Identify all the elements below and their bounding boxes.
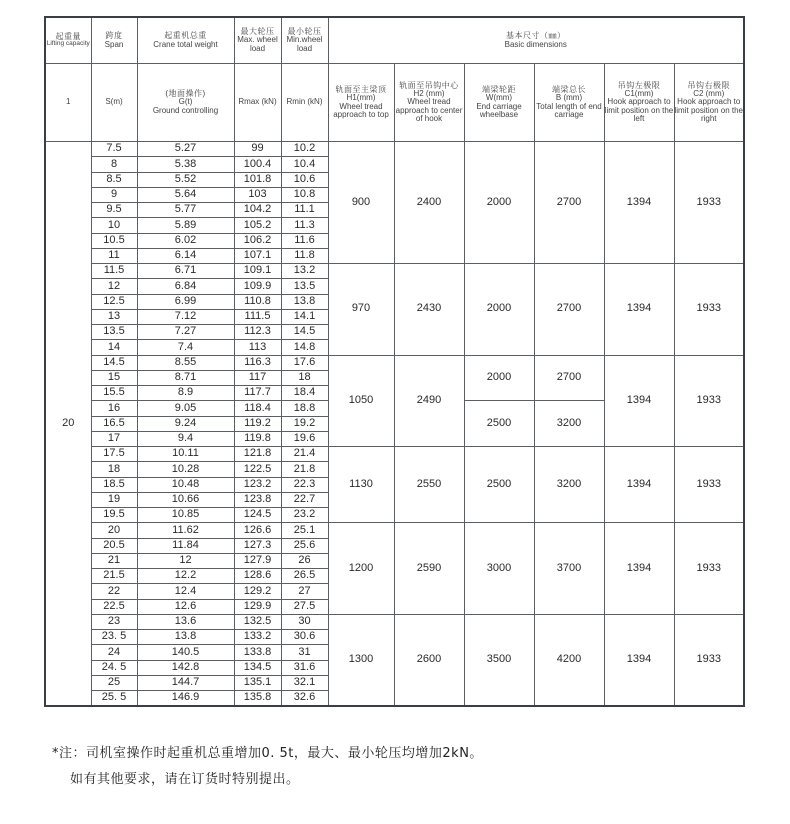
cell-weight: 6.71 [137,264,234,279]
cell-rmax: 119.2 [234,416,281,431]
cell-weight: 5.64 [137,187,234,202]
cell-rmax: 126.6 [234,523,281,538]
header-crane-weight: 起重机总重 Crane total weight [137,17,234,64]
cell-span: 13 [91,309,137,324]
cell-rmax: 119.8 [234,431,281,446]
cell-rmin: 14.5 [281,325,328,340]
cell-weight: 144.7 [137,675,234,690]
cell-weight: 146.9 [137,691,234,707]
cell-rmax: 116.3 [234,355,281,370]
cell-span: 19.5 [91,508,137,523]
cell-c2: 1933 [674,614,744,706]
cell-rmin: 11.6 [281,233,328,248]
cell-weight: 6.84 [137,279,234,294]
cell-b: 4200 [534,614,604,706]
cell-span: 14.5 [91,355,137,370]
cell-rmin: 22.3 [281,477,328,492]
header-row-2 [45,64,744,142]
cell-c2: 1933 [674,523,744,615]
cell-rmin: 27.5 [281,599,328,614]
cell-weight: 10.28 [137,462,234,477]
lifting-capacity-value: 20 [45,142,91,707]
cell-span: 16 [91,401,137,416]
cell-rmin: 11.8 [281,248,328,263]
cell-weight: 11.84 [137,538,234,553]
table-row [45,614,744,629]
cell-rmax: 127.3 [234,538,281,553]
cell-weight: 12 [137,553,234,568]
cell-span: 8 [91,157,137,172]
cell-rmin: 31.6 [281,660,328,675]
cell-rmin: 14.8 [281,340,328,355]
cell-weight: 7.4 [137,340,234,355]
cell-weight: 7.27 [137,325,234,340]
cell-c1: 1394 [604,264,674,356]
cell-rmin: 26.5 [281,569,328,584]
cell-weight: 10.48 [137,477,234,492]
cell-span: 11.5 [91,264,137,279]
cell-weight: 12.4 [137,584,234,599]
header-c1: 吊钩左极限 C1(mm) Hook approach to limit position on the left [604,64,674,142]
cell-b: 2700 [534,264,604,356]
cell-rmin: 31 [281,645,328,660]
cell-span: 13.5 [91,325,137,340]
cell-span: 9 [91,187,137,202]
cell-h1: 1130 [328,447,394,523]
table-row [45,447,744,462]
cell-span: 9.5 [91,203,137,218]
cell-span: 10 [91,218,137,233]
cell-span: 19 [91,492,137,507]
header-lifting-capacity: 起重量 Lifting capacity [45,17,91,64]
cell-rmax: 133.8 [234,645,281,660]
cell-w: 2000 [464,355,534,401]
cell-b: 2700 [534,355,604,401]
cell-h2: 2490 [394,355,464,447]
cell-rmin: 13.8 [281,294,328,309]
cell-rmax: 134.5 [234,660,281,675]
cell-span: 17.5 [91,447,137,462]
unit-rmax: Rmax (kN) [234,64,281,142]
cell-weight: 12.6 [137,599,234,614]
cell-b: 2700 [534,142,604,264]
cell-h2: 2590 [394,523,464,615]
header-c2: 吊钩右极限 C2 (mm) Hook approach to limit position on the right [674,64,744,142]
cell-span: 7.5 [91,142,137,157]
cell-rmin: 25.1 [281,523,328,538]
cell-rmax: 101.8 [234,172,281,187]
table-row [45,523,744,538]
cell-c1: 1394 [604,447,674,523]
cell-rmax: 128.6 [234,569,281,584]
cell-w: 2000 [464,142,534,264]
cell-rmax: 127.9 [234,553,281,568]
unit-span: S(m) [91,64,137,142]
cell-weight: 8.71 [137,370,234,385]
cell-h2: 2600 [394,614,464,706]
cell-rmin: 32.6 [281,691,328,707]
cell-rmax: 117.7 [234,386,281,401]
cell-span: 20 [91,523,137,538]
header-b: 端梁总长 B (mm) Total length of end carriage [534,64,604,142]
cell-span: 25. 5 [91,691,137,707]
cell-weight: 5.77 [137,203,234,218]
header-w: 端梁轮距 W(mm) End carriage wheelbase [464,64,534,142]
cell-h1: 970 [328,264,394,356]
cell-rmin: 10.8 [281,187,328,202]
cell-span: 14 [91,340,137,355]
cell-rmax: 113 [234,340,281,355]
cell-rmin: 26 [281,553,328,568]
cell-span: 18 [91,462,137,477]
cell-rmin: 30 [281,614,328,629]
cell-span: 16.5 [91,416,137,431]
cell-rmax: 123.8 [234,492,281,507]
cell-span: 10.5 [91,233,137,248]
cell-rmin: 11.1 [281,203,328,218]
cell-h1: 1300 [328,614,394,706]
cell-c2: 1933 [674,264,744,356]
cell-rmax: 112.3 [234,325,281,340]
cell-rmin: 18 [281,370,328,385]
header-span: 跨度 Span [91,17,137,64]
cell-weight: 142.8 [137,660,234,675]
cell-c2: 1933 [674,447,744,523]
cell-rmax: 103 [234,187,281,202]
cell-weight: 12.2 [137,569,234,584]
unit-capacity: 1 [45,64,91,142]
cell-span: 12.5 [91,294,137,309]
cell-span: 23. 5 [91,630,137,645]
crane-spec-table [44,16,745,707]
footnote-line-2: 如有其他要求，请在订货时特别提出。 [70,772,300,787]
cell-rmax: 110.8 [234,294,281,309]
cell-rmin: 22.7 [281,492,328,507]
cell-rmax: 135.8 [234,691,281,707]
footnote [52,742,483,794]
cell-rmin: 27 [281,584,328,599]
cell-c1: 1394 [604,614,674,706]
cell-b: 3700 [534,523,604,615]
cell-weight: 9.05 [137,401,234,416]
cell-rmax: 129.9 [234,599,281,614]
cell-rmax: 104.2 [234,203,281,218]
cell-weight: 10.66 [137,492,234,507]
cell-rmax: 107.1 [234,248,281,263]
cell-weight: 9.24 [137,416,234,431]
cell-b: 3200 [534,401,604,447]
cell-weight: 6.02 [137,233,234,248]
cell-b: 3200 [534,447,604,523]
header-h1: 轨面至主梁顶 H1(mm) Wheel tread approach to top [328,64,394,142]
cell-weight: 5.38 [137,157,234,172]
cell-rmin: 13.2 [281,264,328,279]
cell-span: 8.5 [91,172,137,187]
cell-weight: 11.62 [137,523,234,538]
cell-rmax: 111.5 [234,309,281,324]
cell-span: 18.5 [91,477,137,492]
cell-weight: 5.52 [137,172,234,187]
cell-rmin: 21.4 [281,447,328,462]
table-row [45,142,744,157]
cell-c2: 1933 [674,142,744,264]
cell-w: 3000 [464,523,534,615]
cell-weight: 140.5 [137,645,234,660]
cell-rmax: 117 [234,370,281,385]
cell-weight: 5.27 [137,142,234,157]
cell-rmax: 109.1 [234,264,281,279]
cell-c1: 1394 [604,355,674,447]
cell-span: 24 [91,645,137,660]
cell-h1: 1050 [328,355,394,447]
cell-h2: 2430 [394,264,464,356]
cell-span: 12 [91,279,137,294]
cell-weight: 7.12 [137,309,234,324]
header-basic-dimensions: 基本尺寸（㎜） Basic dimensions [328,17,744,64]
header-min-wheel-load: 最小轮压 Min.wheel load [281,17,328,64]
cell-rmax: 123.2 [234,477,281,492]
cell-rmax: 124.5 [234,508,281,523]
cell-span: 23 [91,614,137,629]
cell-span: 22 [91,584,137,599]
cell-weight: 13.8 [137,630,234,645]
cell-h1: 900 [328,142,394,264]
cell-span: 17 [91,431,137,446]
cell-rmax: 129.2 [234,584,281,599]
cell-weight: 5.89 [137,218,234,233]
cell-c2: 1933 [674,355,744,447]
cell-rmin: 14.1 [281,309,328,324]
cell-rmax: 133.2 [234,630,281,645]
cell-rmin: 25.6 [281,538,328,553]
header-h2: 轨面至吊钩中心 H2 (mm) Wheel tread approach to center of hook [394,64,464,142]
cell-span: 24. 5 [91,660,137,675]
unit-weight: (地面操作) G(t) Ground controlling [137,64,234,142]
cell-span: 20.5 [91,538,137,553]
cell-w: 2000 [464,264,534,356]
cell-rmin: 17.6 [281,355,328,370]
cell-weight: 8.9 [137,386,234,401]
cell-rmax: 121.8 [234,447,281,462]
cell-span: 11 [91,248,137,263]
cell-rmax: 135.1 [234,675,281,690]
cell-weight: 10.85 [137,508,234,523]
header-max-wheel-load: 最大轮压 Max. wheel load [234,17,281,64]
cell-rmax: 105.2 [234,218,281,233]
cell-rmin: 11.3 [281,218,328,233]
cell-rmax: 109.9 [234,279,281,294]
cell-h2: 2550 [394,447,464,523]
cell-weight: 8.55 [137,355,234,370]
cell-rmin: 23.2 [281,508,328,523]
cell-rmax: 99 [234,142,281,157]
cell-span: 25 [91,675,137,690]
cell-weight: 6.99 [137,294,234,309]
cell-rmax: 122.5 [234,462,281,477]
cell-span: 21 [91,553,137,568]
cell-rmin: 10.4 [281,157,328,172]
cell-rmax: 106.2 [234,233,281,248]
cell-rmax: 132.5 [234,614,281,629]
cell-rmin: 32.1 [281,675,328,690]
cell-span: 15 [91,370,137,385]
footnote-line-1: *注：司机室操作时起重机总重增加0. 5t，最大、最小轮压均增加2kN。 [52,746,483,761]
cell-weight: 9.4 [137,431,234,446]
cell-rmin: 21.8 [281,462,328,477]
table-row [45,355,744,370]
cell-rmin: 19.6 [281,431,328,446]
cell-weight: 10.11 [137,447,234,462]
unit-rmin: Rmin (kN) [281,64,328,142]
cell-span: 15.5 [91,386,137,401]
cell-span: 21.5 [91,569,137,584]
cell-rmin: 19.2 [281,416,328,431]
cell-rmin: 18.8 [281,401,328,416]
cell-rmin: 13.5 [281,279,328,294]
cell-weight: 6.14 [137,248,234,263]
cell-w: 2500 [464,447,534,523]
cell-w: 2500 [464,401,534,447]
cell-rmin: 30.6 [281,630,328,645]
cell-rmin: 10.2 [281,142,328,157]
cell-c1: 1394 [604,523,674,615]
cell-rmax: 100.4 [234,157,281,172]
table-row [45,264,744,279]
cell-w: 3500 [464,614,534,706]
cell-rmin: 10.6 [281,172,328,187]
cell-h2: 2400 [394,142,464,264]
cell-span: 22.5 [91,599,137,614]
cell-rmin: 18.4 [281,386,328,401]
cell-weight: 13.6 [137,614,234,629]
header-row-1 [45,17,744,64]
cell-rmax: 118.4 [234,401,281,416]
cell-h1: 1200 [328,523,394,615]
cell-c1: 1394 [604,142,674,264]
